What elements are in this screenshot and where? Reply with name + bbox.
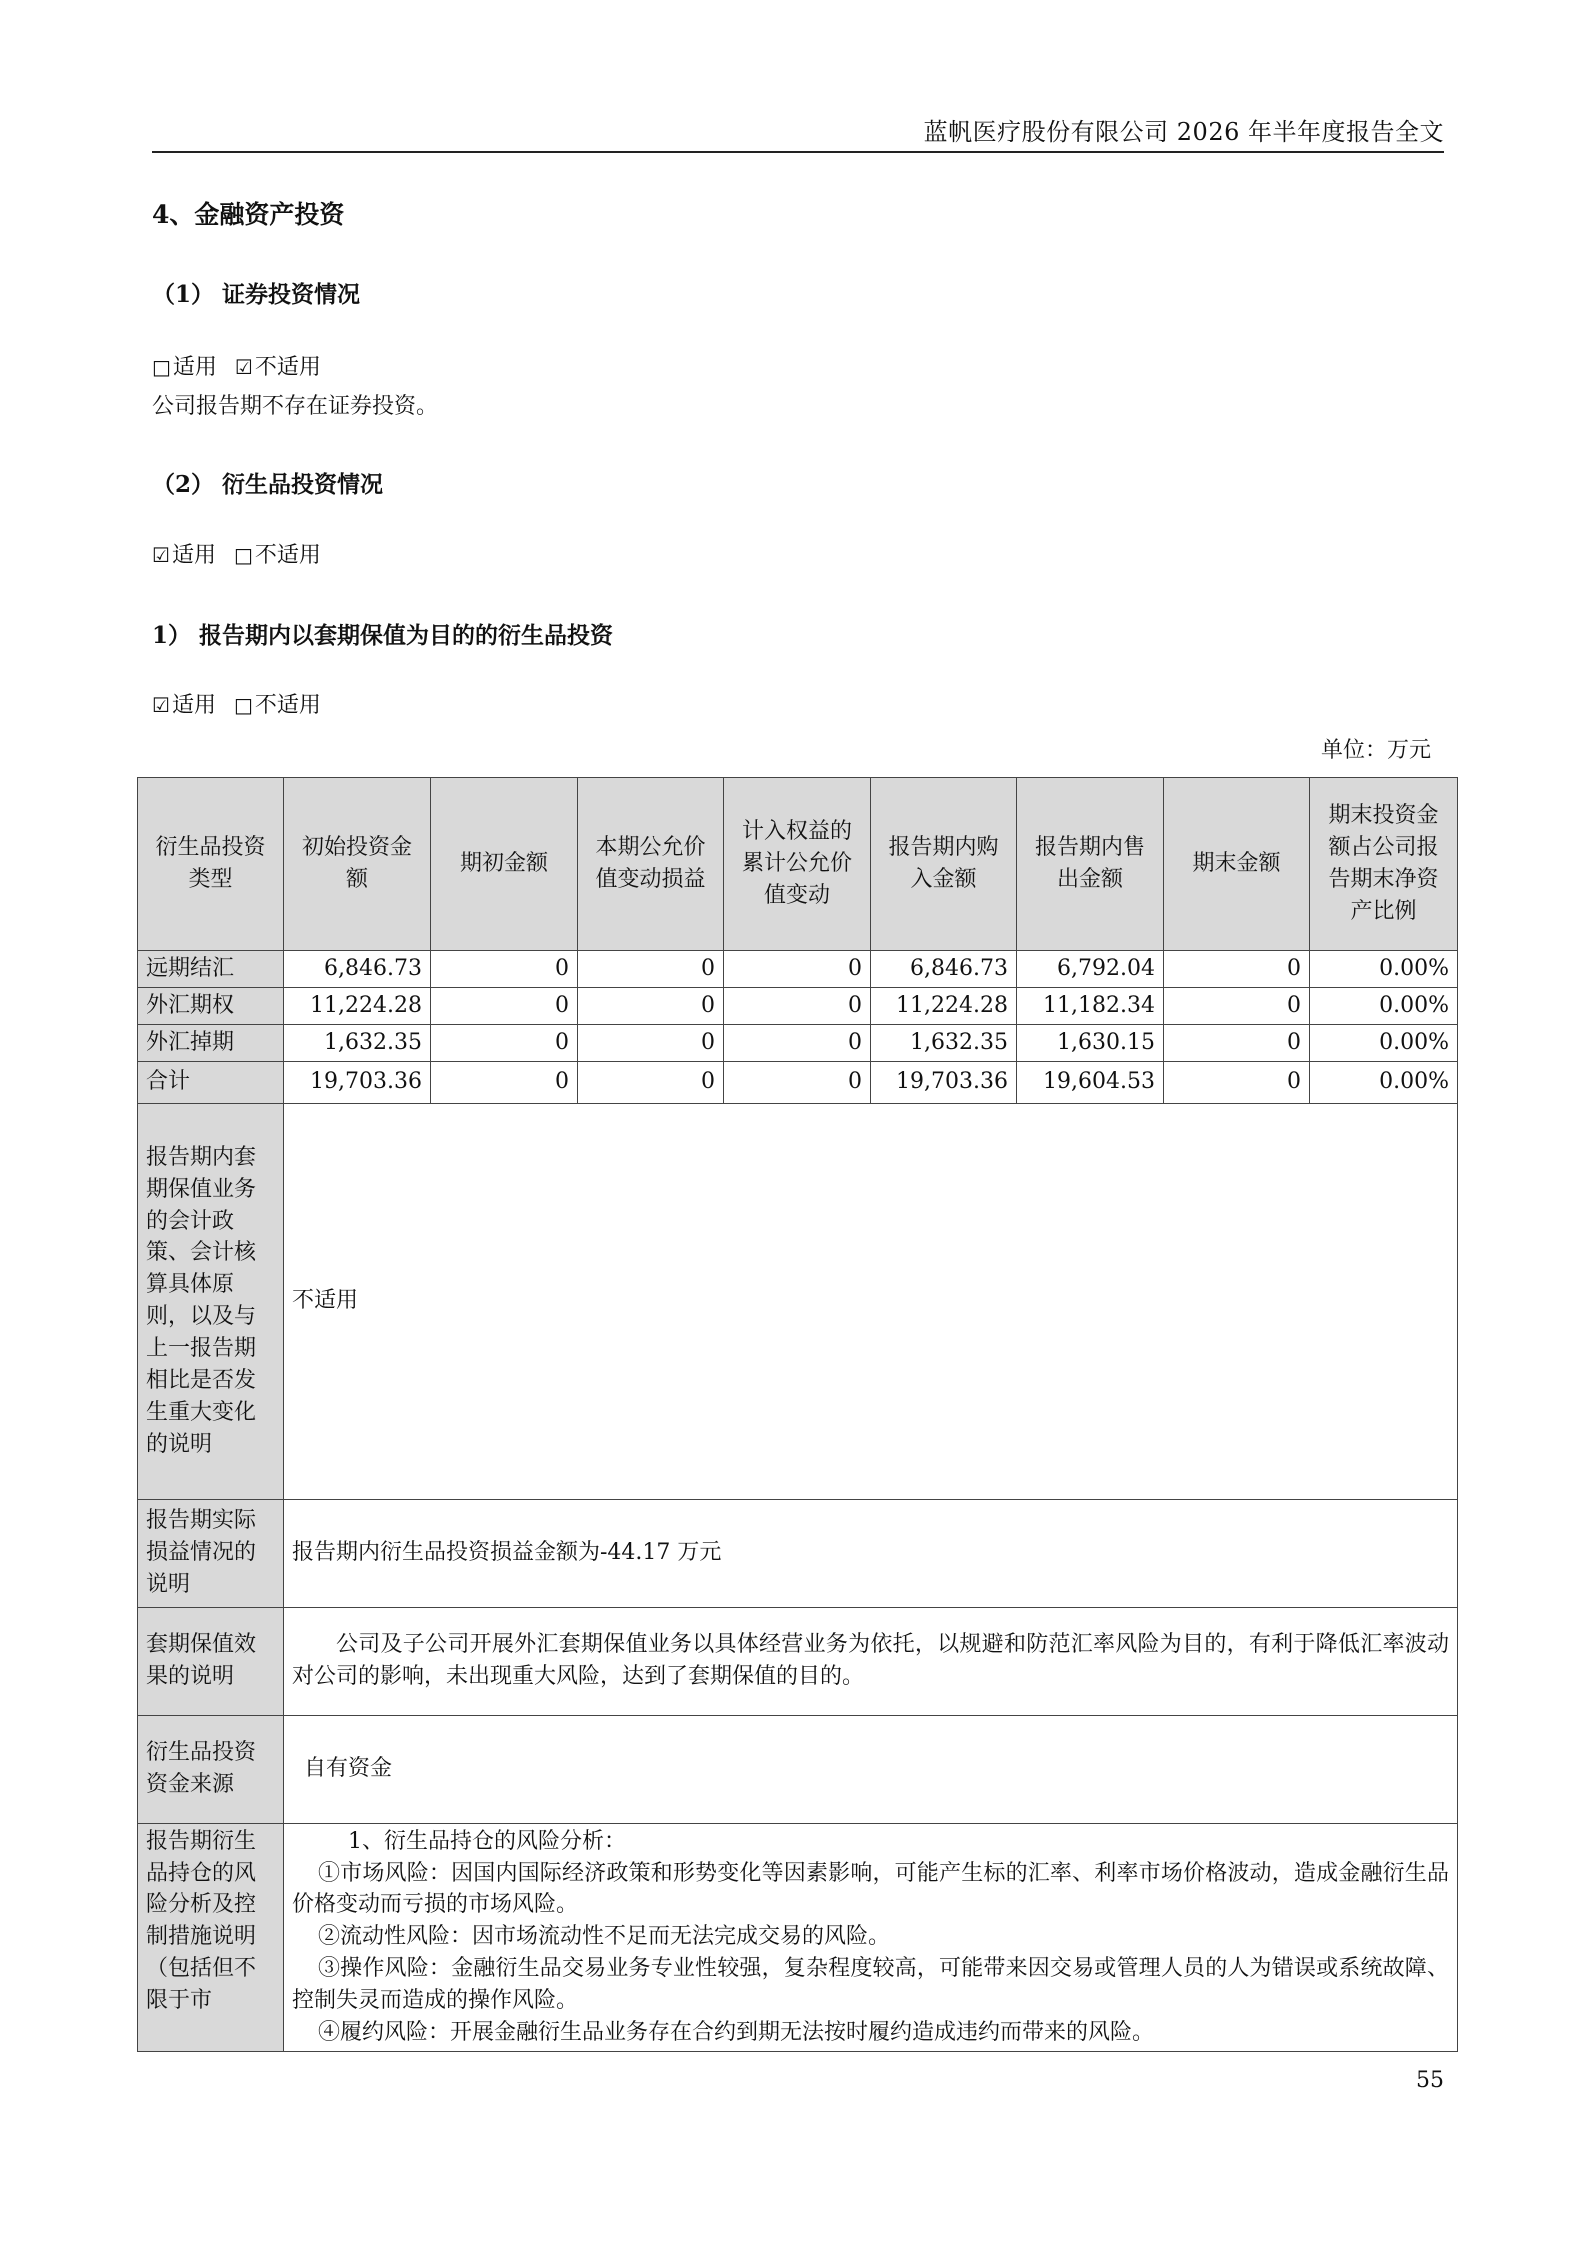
- table-cell: 0: [1164, 1061, 1310, 1103]
- hedging-effect-value: 公司及子公司开展外汇套期保值业务以具体经营业务为依托，以规避和防范汇率风险为目的，有利于降低汇率波动对公司的影响，未出现重大风险，达到了套期保值的目的。: [292, 1632, 1449, 1690]
- option-applicable: 适用: [172, 355, 217, 380]
- funding-source-value: 自有资金: [284, 1715, 1458, 1823]
- table-cell: 0.00%: [1310, 1024, 1458, 1061]
- total-label-cell: 合计: [138, 1061, 284, 1103]
- actual-pnl-value: 报告期内衍生品投资损益金额为-44.17 万元: [284, 1499, 1458, 1607]
- risk-analysis-cell: [284, 1823, 1458, 2051]
- derivatives-investment-table: [137, 777, 1458, 2052]
- risk-item-market: ①市场风险：因国内国际经济政策和形势变化等因素影响，可能产生标的汇率、利率市场价格波动，造成金融衍生品价格变动而亏损的市场风险。: [292, 1860, 1449, 1918]
- option-not-applicable: 不适用: [254, 355, 321, 380]
- table-cell: 0: [724, 987, 871, 1024]
- table-cell: 0: [724, 951, 871, 988]
- table-cell: 6,846.73: [284, 951, 431, 988]
- table-cell: 6,846.73: [871, 951, 1017, 988]
- table-cell: 0: [431, 1024, 578, 1061]
- page-number: 55: [1416, 2068, 1444, 2093]
- table-cell: 0: [578, 987, 724, 1024]
- row-label-cell: 报告期内套期保值业务的会计政策、会计核算具体原则，以及与上一报告期相比是否发生重大变化的说明: [138, 1103, 284, 1499]
- table-cell: 19,703.36: [284, 1061, 431, 1103]
- option-not-applicable: 不适用: [254, 543, 321, 568]
- column-header: 报告期内购入金额: [871, 778, 1017, 951]
- option-not-applicable: 不适用: [254, 693, 321, 718]
- subsection-title-hedging: 1） 报告期内以套期保值为目的的衍生品投资: [152, 622, 614, 649]
- table-cell: 6,792.04: [1017, 951, 1164, 988]
- risk-item-liquidity: ②流动性风险：因市场流动性不足而无法完成交易的风险。: [318, 1924, 891, 1950]
- table-cell: 0: [724, 1024, 871, 1061]
- unchecked-box-icon: □: [152, 355, 171, 379]
- table-row: [138, 951, 1458, 988]
- table-cell: 1,632.35: [871, 1024, 1017, 1061]
- unchecked-box-icon: □: [233, 543, 253, 567]
- unit-label: 单位：万元: [1320, 738, 1431, 763]
- table-cell: 0: [431, 1061, 578, 1103]
- table-cell: 1,632.35: [284, 1024, 431, 1061]
- option-applicable: 适用: [171, 543, 216, 568]
- section-title-financial-assets: 4、金融资产投资: [152, 200, 345, 229]
- table-cell: 0: [431, 951, 578, 988]
- table-cell: 11,182.34: [1017, 987, 1164, 1024]
- unchecked-box-icon: □: [233, 693, 253, 717]
- table-cell: 19,703.36: [871, 1061, 1017, 1103]
- securities-note: 公司报告期不存在证券投资。: [152, 394, 439, 419]
- derivatives-applicability: [152, 538, 321, 569]
- table-total-row: [138, 1061, 1458, 1103]
- securities-applicability: [152, 350, 321, 381]
- row-label-cell: 报告期实际损益情况的说明: [138, 1499, 284, 1607]
- hedging-effect-cell: [284, 1607, 1458, 1715]
- row-type-cell: 外汇期权: [138, 987, 284, 1024]
- table-cell: 0: [1164, 987, 1310, 1024]
- hedging-applicability: [152, 688, 321, 719]
- table-cell: 0: [578, 1061, 724, 1103]
- table-cell: 11,224.28: [284, 987, 431, 1024]
- table-cell: 0: [724, 1061, 871, 1103]
- risk-item-operational: ③操作风险：金融衍生品交易业务专业性较强，复杂程度较高，可能带来因交易或管理人员的人为错误或系统故障、控制失灵而造成的操作风险。: [292, 1956, 1449, 2014]
- table-cell: 1,630.15: [1017, 1024, 1164, 1061]
- table-cell: 11,224.28: [871, 987, 1017, 1024]
- table-cell: 19,604.53: [1017, 1061, 1164, 1103]
- column-header: 期末金额: [1164, 778, 1310, 951]
- row-type-cell: 外汇掉期: [138, 1024, 284, 1061]
- column-header: 本期公允价值变动损益: [578, 778, 724, 951]
- table-cell: 0: [1164, 1024, 1310, 1061]
- table-cell: 0: [1164, 951, 1310, 988]
- checked-box-icon: ☑: [234, 355, 253, 379]
- table-header-row: [138, 778, 1458, 951]
- risk-item-performance: ④履约风险：开展金融衍生品业务存在合约到期无法按时履约造成违约而带来的风险。: [318, 2020, 1155, 2046]
- column-header: 衍生品投资类型: [138, 778, 284, 951]
- table-cell: 0: [578, 951, 724, 988]
- table-row: [138, 1024, 1458, 1061]
- column-header: 期末投资金额占公司报告期末净资产比例: [1310, 778, 1458, 951]
- option-applicable: 适用: [171, 693, 216, 718]
- table-cell: 0.00%: [1310, 987, 1458, 1024]
- row-label-cell: 套期保值效果的说明: [138, 1607, 284, 1715]
- accounting-policy-value: 不适用: [284, 1103, 1458, 1499]
- table-cell: 0.00%: [1310, 1061, 1458, 1103]
- risk-analysis-title: 1、衍生品持仓的风险分析：: [348, 1828, 626, 1854]
- subsection-title-derivatives: （2） 衍生品投资情况: [152, 471, 384, 498]
- row-type-cell: 远期结汇: [138, 951, 284, 988]
- report-header-title: 蓝帆医疗股份有限公司 2026 年半年度报告全文: [923, 118, 1444, 146]
- hedging-effect-row: [138, 1607, 1458, 1715]
- column-header: 报告期内售出金额: [1017, 778, 1164, 951]
- table-cell: 0.00%: [1310, 951, 1458, 988]
- table-cell: 0: [578, 1024, 724, 1061]
- funding-source-row: [138, 1715, 1458, 1823]
- header-divider: [152, 151, 1444, 153]
- table-cell: 0: [431, 987, 578, 1024]
- actual-pnl-row: [138, 1499, 1458, 1607]
- subsection-title-securities: （1） 证券投资情况: [152, 281, 361, 308]
- column-header: 计入权益的累计公允价值变动: [724, 778, 871, 951]
- checked-box-icon: ☑: [152, 693, 170, 717]
- row-label-cell: 报告期衍生品持仓的风险分析及控制措施说明（包括但不限于市: [138, 1823, 284, 2051]
- column-header: 初始投资金额: [284, 778, 431, 951]
- row-label-cell: 衍生品投资资金来源: [138, 1715, 284, 1823]
- column-header: 期初金额: [431, 778, 578, 951]
- table-row: [138, 987, 1458, 1024]
- accounting-policy-row: [138, 1103, 1458, 1499]
- risk-analysis-row: [138, 1823, 1458, 2051]
- checked-box-icon: ☑: [152, 543, 170, 567]
